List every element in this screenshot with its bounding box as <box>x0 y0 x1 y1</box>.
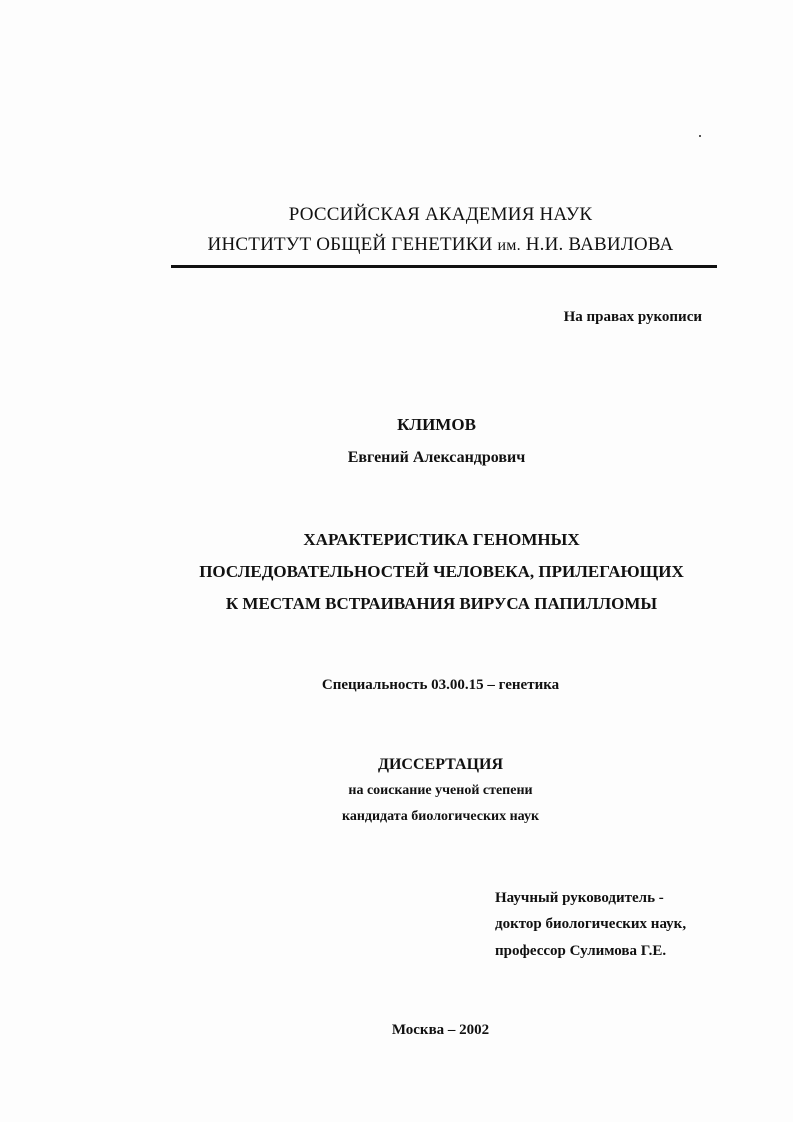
header-divider <box>171 265 717 268</box>
title-line-3: К МЕСТАМ ВСТРАИВАНИЯ ВИРУСА ПАПИЛЛОМЫ <box>225 594 658 613</box>
institute-name <box>44 234 793 256</box>
place-year: Москва – 2002 <box>391 1022 490 1038</box>
institute-name-part2: им. <box>497 237 521 254</box>
dissertation-degree-line-1: на соискание ученой степени <box>348 783 533 798</box>
institute-name-part1: ИНСТИТУТ ОБЩЕЙ ГЕНЕТИКИ <box>207 234 493 255</box>
advisor-line-1: Научный руководитель - <box>495 890 664 906</box>
rights-note: На правах рукописи <box>563 309 702 325</box>
dissertation-degree-line-2: кандидата биологических наук <box>341 809 540 824</box>
title-line-1: ХАРАКТЕРИСТИКА ГЕНОМНЫХ <box>303 530 580 549</box>
title-line-2: ПОСЛЕДОВАТЕЛЬНОСТЕЙ ЧЕЛОВЕКА, ПРИЛЕГАЮЩИХ <box>199 562 684 581</box>
scan-speck <box>699 135 701 137</box>
academy-name: РОССИЙСКАЯ АКАДЕМИЯ НАУК <box>288 204 593 225</box>
dissertation-heading: ДИССЕРТАЦИЯ <box>377 756 504 773</box>
institute-name-part3: Н.И. ВАВИЛОВА <box>525 234 674 255</box>
advisor-line-2: доктор биологических наук, <box>495 916 687 932</box>
specialty: Специальность 03.00.15 – генетика <box>321 677 560 693</box>
author-given-names: Евгений Александрович <box>347 449 526 466</box>
author-surname: КЛИМОВ <box>397 415 476 434</box>
advisor-line-3: профессор Сулимова Г.Е. <box>495 943 667 959</box>
